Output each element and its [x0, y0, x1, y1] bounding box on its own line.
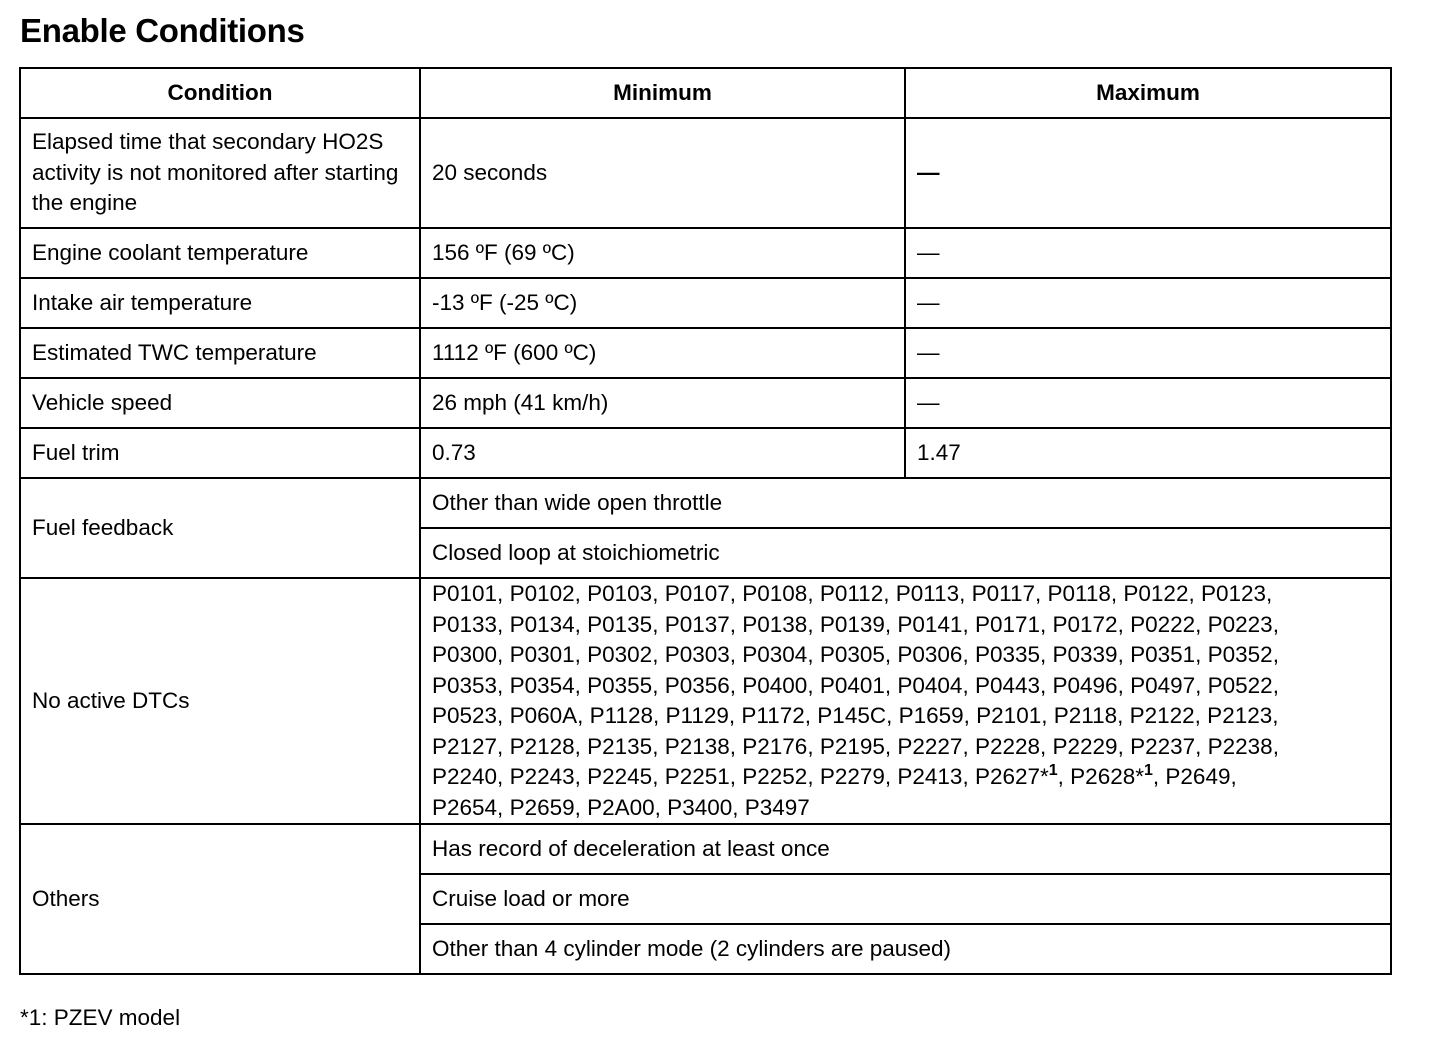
footnote-marker: 1: [1144, 762, 1153, 779]
maximum-cell: —: [905, 228, 1391, 278]
header-condition: Condition: [20, 68, 420, 118]
value-cell: Other than wide open throttle: [420, 478, 1391, 528]
dtc-line-text: P2240, P2243, P2245, P2251, P2252, P2279, P2413, P2627*: [432, 764, 1049, 789]
condition-cell: Intake air temperature: [20, 278, 420, 328]
table-header-row: [20, 68, 1391, 118]
dtc-list-cell: [420, 578, 1391, 824]
minimum-cell: 1112 ºF (600 ºC): [420, 328, 905, 378]
table-row: [20, 328, 1391, 378]
minimum-cell: 0.73: [420, 428, 905, 478]
table-row: [20, 478, 1391, 528]
dtc-line: P0101, P0102, P0103, P0107, P0108, P0112, P0113, P0117, P0118, P0122, P0123,: [432, 581, 1273, 606]
condition-cell: Engine coolant temperature: [20, 228, 420, 278]
dtc-line-text: , P2628*: [1057, 764, 1144, 789]
maximum-cell: 1.47: [905, 428, 1391, 478]
dtc-line: [432, 762, 1379, 793]
table-row: [20, 378, 1391, 428]
condition-cell: Others: [20, 824, 420, 974]
table-row: [20, 824, 1391, 874]
dtc-line: P0300, P0301, P0302, P0303, P0304, P0305, P0306, P0335, P0339, P0351, P0352,: [432, 642, 1279, 667]
condition-cell: Fuel trim: [20, 428, 420, 478]
page-title: Enable Conditions: [20, 12, 305, 49]
footnote: *1: PZEV model: [20, 1005, 181, 1030]
condition-cell: Vehicle speed: [20, 378, 420, 428]
table-row: [20, 428, 1391, 478]
condition-cell: No active DTCs: [20, 578, 420, 824]
condition-cell: Estimated TWC temperature: [20, 328, 420, 378]
maximum-cell: —: [905, 278, 1391, 328]
table-row: [20, 118, 1391, 228]
header-maximum: Maximum: [905, 68, 1391, 118]
condition-cell: Elapsed time that secondary HO2S activity is not monitored after starting the engine: [20, 118, 420, 228]
value-cell: Other than 4 cylinder mode (2 cylinders are paused): [420, 924, 1391, 974]
minimum-cell: 26 mph (41 km/h): [420, 378, 905, 428]
header-minimum: Minimum: [420, 68, 905, 118]
dtc-line: P0523, P060A, P1128, P1129, P1172, P145C, P1659, P2101, P2118, P2122, P2123,: [432, 703, 1279, 728]
dtc-line-text: , P2649,: [1152, 764, 1237, 789]
maximum-cell: —: [905, 118, 1391, 228]
value-cell: Closed loop at stoichiometric: [420, 528, 1391, 578]
value-cell: Has record of deceleration at least once: [420, 824, 1391, 874]
dtc-line: P0353, P0354, P0355, P0356, P0400, P0401, P0404, P0443, P0496, P0497, P0522,: [432, 672, 1279, 698]
value-cell: Cruise load or more: [420, 874, 1391, 924]
dtc-line: P2654, P2659, P2A00, P3400, P3497: [432, 794, 810, 820]
maximum-cell: —: [905, 378, 1391, 428]
table-row: [20, 228, 1391, 278]
minimum-cell: 20 seconds: [420, 118, 905, 228]
footnote-marker: 1: [1048, 762, 1058, 779]
minimum-cell: -13 ºF (-25 ºC): [420, 278, 905, 328]
dtc-line: P0133, P0134, P0135, P0137, P0138, P0139, P0141, P0171, P0172, P0222, P0223,: [432, 611, 1279, 637]
table-row: [20, 578, 1391, 824]
table-row: [20, 278, 1391, 328]
dtc-line: P2127, P2128, P2135, P2138, P2176, P2195, P2227, P2228, P2229, P2237, P2238,: [432, 733, 1279, 759]
minimum-cell: 156 ºF (69 ºC): [420, 228, 905, 278]
maximum-cell: —: [905, 328, 1391, 378]
enable-conditions-table: [19, 67, 1392, 975]
condition-cell: Fuel feedback: [20, 478, 420, 578]
